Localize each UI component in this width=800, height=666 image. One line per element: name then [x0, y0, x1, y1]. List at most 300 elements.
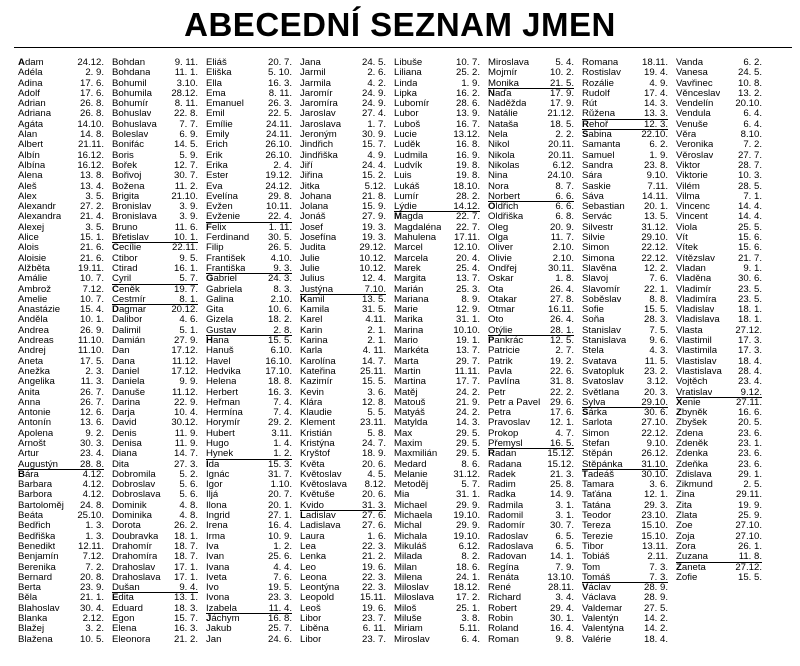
name-day-date: 6. 8.	[555, 211, 574, 223]
name-day-date: 11.12.	[172, 386, 198, 398]
name-day-date: 9. 5.	[179, 252, 198, 264]
name-text: Nikol	[488, 140, 510, 151]
name-day-date: 14. 3.	[455, 417, 480, 429]
name-day-date: 22. 3.	[361, 540, 386, 552]
name-text: Oldřiška	[488, 212, 524, 223]
name-text: Radmila	[488, 500, 524, 511]
name-text: Irma	[206, 531, 226, 542]
name-text: Antonie	[18, 408, 51, 419]
name-text: Dana	[112, 356, 135, 367]
name-day-date: 13.10.	[547, 571, 574, 583]
name-day-date: 2.12.	[82, 613, 104, 625]
name-day-date: 22. 2.	[549, 386, 574, 398]
name-text: Miloslava	[394, 593, 434, 604]
name-day-date: 18. 2.	[267, 314, 292, 326]
name-day-date: 9. 2.	[85, 427, 104, 439]
name-day-date: 25.11.	[360, 365, 386, 377]
name-day-date: 16. 3.	[267, 77, 292, 89]
name-text: Ludvík	[394, 160, 423, 171]
name-text: Valdemar	[582, 603, 623, 614]
name-text: Hugo	[206, 438, 229, 449]
name-text: Jonáš	[300, 212, 326, 223]
name-day-date: 15. 5.	[267, 335, 292, 347]
name-day-date: 15. 6.	[737, 242, 762, 254]
name-text: Herbert	[206, 387, 238, 398]
name-day-date: 6. 2.	[743, 58, 762, 68]
name-day-date: 30. 7.	[173, 170, 198, 182]
name-day-date: 29. 8.	[267, 190, 292, 202]
name-day-date: 26. 8.	[79, 98, 104, 110]
name-text: Erika	[206, 160, 228, 171]
name-text: Terezie	[582, 531, 613, 542]
name-day-date: 1. 11.	[268, 221, 292, 233]
name-day-date: 1. 8.	[555, 273, 574, 285]
name-day-date: 28.12.	[171, 87, 198, 99]
name-day-date: 6. 5.	[555, 540, 574, 552]
name-text: Dalimil	[112, 325, 141, 336]
name-text: Boleslav	[112, 130, 149, 141]
name-day-date: 26. 8.	[79, 108, 104, 120]
name-day-date: 16. 1.	[173, 262, 198, 274]
name-day-date: 15. 1.	[79, 232, 104, 244]
name-text: Hedvika	[206, 366, 241, 377]
name-text: Dan	[112, 346, 130, 357]
name-entry	[18, 274, 104, 284]
name-text: Simona	[582, 253, 615, 264]
name-text: Valérie	[582, 634, 612, 645]
name-day-date: 27. 1.	[267, 510, 292, 522]
name-day-date: 24.10.	[547, 170, 574, 182]
name-text: Zina	[676, 490, 695, 501]
name-day-date: 27. 3.	[173, 458, 198, 470]
name-day-date: 28.11.	[548, 582, 574, 594]
name-text: Běla	[18, 593, 38, 604]
name-day-date: 20.10.	[735, 98, 762, 110]
name-text: Slavoj	[582, 274, 609, 285]
name-day-date: 6.12.	[552, 159, 574, 171]
name-day-date: 10. 1.	[79, 314, 104, 326]
name-day-date: 26. 7.	[79, 386, 104, 398]
name-day-date: 10. 5.	[79, 633, 104, 645]
name-day-date: 7. 7.	[179, 118, 198, 130]
name-day-date: 2. 4.	[273, 159, 292, 171]
name-text: Božena	[112, 181, 145, 192]
name-day-date: 16. 3.	[267, 386, 292, 398]
name-day-date: 16. 8.	[455, 139, 480, 151]
name-text: Naďa	[488, 88, 512, 99]
name-text: Jana	[300, 58, 321, 68]
name-text: Tamara	[582, 480, 614, 491]
name-text: Vincent	[676, 212, 708, 223]
name-day-date: 8. 9.	[461, 293, 480, 305]
name-day-date: 30. 1.	[549, 613, 574, 625]
name-day-date: 24. 9.	[361, 87, 386, 99]
name-text: Lubomír	[394, 99, 430, 110]
name-day-date: 14. 8.	[79, 129, 104, 141]
name-text: Anna	[18, 397, 41, 408]
name-text: Ivona	[206, 593, 230, 604]
name-text: Matyáš	[394, 408, 425, 419]
name-day-date: 15.12.	[547, 458, 574, 470]
name-text: Eva	[206, 181, 223, 192]
name-day-date: 12.11.	[78, 540, 104, 552]
name-day-date: 27. 2.	[79, 201, 104, 213]
name-day-date: 5. 5.	[367, 407, 386, 419]
name-text: Zbyšek	[676, 418, 707, 429]
name-text: Julius	[300, 274, 325, 285]
name-day-date: 21.11.	[78, 139, 104, 151]
name-text: Magdaléna	[394, 222, 442, 233]
name-day-date: 13. 7.	[455, 345, 480, 357]
name-text: Mario	[394, 336, 418, 347]
name-entry	[488, 635, 574, 645]
name-text: Irena	[206, 521, 228, 532]
name-text: Daniel	[112, 366, 140, 377]
name-text: Věra	[676, 130, 697, 141]
name-text: Berta	[18, 583, 41, 594]
name-day-date: 10. 6.	[267, 304, 292, 316]
name-day-date: 1. 2.	[273, 540, 292, 552]
name-day-date: 7. 1.	[743, 190, 762, 202]
name-text: František	[206, 253, 246, 264]
name-text: Drahoslav	[112, 562, 156, 573]
name-text: Bohuslav	[112, 109, 152, 120]
name-day-date: 17. 6.	[79, 77, 104, 89]
name-text: Kateřina	[300, 366, 336, 377]
name-day-date: 19. 5.	[267, 582, 292, 594]
name-text: Bára	[18, 469, 39, 480]
name-day-date: 8.10.	[740, 129, 762, 141]
name-day-date: 9. 4.	[179, 582, 198, 594]
name-text: Bedřich	[18, 521, 51, 532]
name-day-date: 7. 2.	[743, 139, 762, 151]
name-day-date: 23.11.	[360, 417, 386, 429]
name-text: Luděk	[394, 140, 421, 151]
name-day-date: 28. 6.	[455, 98, 480, 110]
name-text: Čeněk	[112, 284, 140, 295]
name-day-date: 24. 2.	[455, 407, 480, 419]
name-text: Karel	[300, 315, 323, 326]
name-day-date: 15. 2.	[361, 170, 386, 182]
name-text: Dušan	[112, 583, 140, 593]
name-text: Ambrož	[18, 284, 52, 295]
name-text: Vladěna	[676, 274, 712, 285]
name-day-date: 29. 9.	[455, 499, 480, 511]
name-text: Aneta	[18, 356, 44, 367]
name-text: Eliška	[206, 68, 232, 79]
name-day-date: 14. 2.	[643, 613, 668, 625]
name-day-date: 18. 3.	[173, 602, 198, 614]
name-text: Julie	[300, 253, 320, 264]
name-day-date: 21. 8.	[361, 190, 386, 202]
name-day-date: 8. 6.	[461, 458, 480, 470]
name-day-date: 5. 9.	[179, 149, 198, 161]
name-day-date: 21. 6.	[79, 252, 104, 264]
name-day-date: 19. 8.	[455, 170, 480, 182]
name-day-date: 16. 9.	[455, 149, 480, 161]
name-text: Věroslav	[676, 150, 714, 161]
name-day-date: 17.11.	[454, 232, 480, 244]
name-day-date: 27.12.	[735, 561, 762, 573]
name-day-date: 3. 6.	[367, 386, 386, 398]
name-day-date: 29. 9.	[455, 520, 480, 532]
name-text: Nikola	[488, 150, 515, 161]
name-day-date: 27. 5.	[643, 602, 668, 614]
name-text: Sylva	[582, 397, 606, 408]
name-day-date: 23. 1.	[737, 437, 762, 449]
name-text: Adéla	[18, 68, 43, 79]
name-text: Vilém	[676, 181, 700, 192]
name-day-date: 20.12.	[171, 304, 198, 316]
name-day-date: 25. 4.	[455, 262, 480, 274]
name-entry	[206, 635, 292, 645]
name-entry	[300, 635, 386, 645]
name-text: Květoslav	[300, 469, 342, 480]
name-text: Alžběta	[18, 263, 50, 274]
name-day-date: 10. 7.	[79, 273, 104, 285]
name-day-date: 4. 8.	[179, 499, 198, 511]
name-text: Lucie	[394, 130, 417, 141]
name-text: Ema	[206, 88, 226, 99]
name-day-date: 10. 7.	[455, 58, 480, 68]
name-text: Elena	[112, 624, 137, 635]
name-text: Luboš	[394, 119, 421, 130]
name-text: Angelika	[18, 377, 55, 388]
name-text: Nela	[488, 130, 508, 141]
name-text: Kazimír	[300, 377, 333, 388]
name-text: Aleš	[18, 181, 37, 192]
name-text: Marek	[394, 263, 421, 274]
name-text: Barbara	[18, 480, 53, 491]
name-text: Renáta	[488, 572, 519, 583]
name-day-date: 24.12.	[265, 180, 292, 192]
name-text: Rostislav	[582, 68, 621, 79]
name-text: Svatopluk	[582, 366, 625, 377]
name-text: Oleg	[488, 222, 509, 233]
name-day-date: 22.12.	[641, 252, 668, 264]
name-text: Ludmila	[394, 150, 428, 161]
name-text: Luis	[394, 171, 412, 182]
name-day-date: 11. 9.	[174, 437, 198, 449]
name-text: Emílie	[206, 119, 233, 130]
name-day-date: 4. 7.	[555, 427, 574, 439]
name-day-date: 26. 1.	[737, 540, 762, 552]
name-day-date: 2. 2.	[555, 129, 574, 141]
name-day-date: 21. 2.	[361, 551, 386, 563]
name-text: Matouš	[394, 397, 426, 408]
name-day-date: 18. 7.	[173, 551, 198, 563]
name-entry	[112, 552, 198, 562]
name-day-date: 5. 6.	[179, 489, 198, 501]
name-day-date: 6. 9.	[179, 129, 198, 141]
name-text: Kryštof	[300, 449, 330, 460]
name-day-date: 20. 7.	[267, 58, 292, 68]
name-text: Bohumil	[112, 78, 147, 89]
name-text: David	[112, 418, 137, 429]
name-text: Radovan	[488, 552, 527, 563]
name-day-date: 1.10.	[270, 479, 292, 491]
name-entry	[394, 274, 480, 284]
name-text: Oliver	[488, 243, 514, 254]
name-day-date: 31.10.	[641, 458, 668, 470]
name-text: Bronislava	[112, 212, 157, 223]
name-day-date: 1. 3.	[85, 520, 104, 532]
name-day-date: 16. 5.	[549, 437, 574, 449]
name-text: Erik	[206, 150, 223, 161]
name-text: Bronislav	[112, 202, 152, 213]
name-day-date: 23. 6.	[737, 427, 762, 439]
name-text: Blažena	[18, 634, 53, 645]
name-text: Ivana	[206, 562, 230, 573]
name-text: Petr a Pavel	[488, 397, 541, 408]
name-day-date: 5.12.	[364, 180, 386, 192]
name-text: Laura	[300, 531, 325, 542]
name-day-date: 19.10.	[453, 510, 480, 522]
name-text: Zlata	[676, 511, 698, 522]
name-day-date: 7. 6.	[649, 273, 668, 285]
name-text: Ester	[206, 171, 229, 182]
name-text: Sebastian	[582, 202, 625, 213]
name-text: Melanie	[394, 469, 428, 480]
name-text: Žaneta	[676, 562, 706, 573]
name-text: Kamila	[300, 305, 330, 316]
name-text: Prokop	[488, 428, 519, 439]
name-day-date: 29. 7.	[455, 355, 480, 367]
name-text: Slavěna	[582, 263, 617, 274]
name-text: Dominika	[112, 511, 152, 522]
name-text: Lýdie	[394, 202, 417, 212]
name-text: Alexandr	[18, 202, 56, 213]
name-day-date: 5.11.	[459, 623, 480, 635]
name-text: Alexej	[18, 222, 45, 233]
name-day-date: 31. 3.	[361, 499, 386, 511]
name-day-date: 22. 9.	[173, 396, 198, 408]
name-day-date: 17. 9.	[549, 98, 574, 110]
name-text: Norbert	[488, 191, 520, 202]
name-day-date: 19.12.	[265, 170, 292, 182]
name-day-date: 12. 5.	[549, 335, 574, 347]
name-text: Bartoloměj	[18, 500, 64, 511]
name-text: Michal	[394, 521, 422, 532]
name-text: Jaroslava	[300, 119, 342, 130]
name-day-date: 11. 6.	[174, 221, 198, 233]
name-day-date: 22. 6.	[549, 365, 574, 377]
name-day-date: 23. 4.	[737, 376, 762, 388]
name-text: Max	[394, 428, 413, 439]
name-text: Drahomír	[112, 541, 152, 552]
name-entry	[112, 274, 198, 284]
name-day-date: 14.12.	[453, 201, 480, 213]
name-text: Rozálie	[582, 78, 614, 89]
name-day-date: 14. 2.	[643, 623, 668, 635]
name-text: Berenika	[18, 562, 56, 573]
name-text: Servác	[582, 212, 612, 223]
name-day-date: 8. 3.	[273, 283, 292, 295]
name-day-date: 2. 8.	[273, 324, 292, 336]
name-text: Margita	[394, 274, 426, 285]
name-text: Vítek	[676, 243, 698, 254]
name-day-date: 1. 3.	[85, 530, 104, 542]
name-text: Milan	[394, 562, 417, 573]
name-day-date: 2. 1.	[367, 324, 386, 336]
name-day-date: 13. 9.	[455, 108, 480, 120]
name-day-date: 26. 3.	[267, 98, 292, 110]
name-text: Blažej	[18, 624, 45, 635]
name-text: Marián	[394, 284, 424, 295]
name-day-date: 7. 9.	[555, 561, 574, 573]
name-day-date: 9. 9.	[179, 376, 198, 388]
name-text: Ota	[488, 284, 504, 295]
name-text: Viktor	[676, 160, 701, 171]
name-text: Filip	[206, 243, 224, 254]
name-text: Izabela	[206, 603, 237, 614]
name-text: Ida	[206, 459, 220, 470]
name-text: Albína	[18, 160, 46, 171]
name-text: Danuše	[112, 387, 146, 398]
name-entry	[206, 377, 292, 387]
name-text: Eleonora	[112, 634, 151, 645]
name-text: Tatána	[582, 500, 611, 511]
name-text: Radomír	[488, 521, 525, 532]
name-day-date: 11.12.	[172, 355, 198, 367]
name-day-date: 28. 4.	[737, 365, 762, 377]
name-text: Nina	[488, 171, 508, 182]
name-day-date: 23. 5.	[737, 283, 762, 295]
name-text: Bohuslava	[112, 119, 157, 130]
name-text: Jaromír	[300, 88, 333, 99]
name-day-date: 29. 5.	[455, 437, 480, 449]
name-text: Pavlína	[488, 377, 520, 388]
name-day-date: 3.12.	[646, 376, 668, 388]
name-text: Anastázie	[18, 305, 61, 316]
name-text: Martin	[394, 366, 421, 377]
name-day-date: 3. 9.	[179, 201, 198, 213]
name-text: Michaela	[394, 511, 433, 522]
name-text: Radoslav	[488, 531, 528, 542]
name-day-date: 3. 5.	[85, 221, 104, 233]
name-text: Kristián	[300, 428, 332, 439]
name-day-date: 22. 4.	[267, 211, 292, 223]
name-text: Jindřiška	[300, 150, 338, 161]
name-text: Matylda	[394, 418, 428, 429]
name-text: Světlana	[582, 387, 620, 398]
name-day-date: 4.12.	[82, 489, 104, 501]
name-text: Ladislava	[300, 521, 341, 532]
name-column	[676, 58, 762, 645]
name-day-date: 11. 4.	[268, 602, 292, 614]
name-day-date: 21.10.	[171, 190, 198, 202]
name-day-date: 2.10.	[552, 242, 574, 254]
name-day-date: 9. 3.	[273, 262, 292, 274]
name-text: Františka	[206, 263, 246, 274]
name-text: Jiří	[300, 160, 313, 171]
name-text: Dobroslava	[112, 490, 161, 501]
name-text: Bernard	[18, 572, 53, 583]
name-text: Leo	[300, 562, 317, 573]
name-day-date: 29. 4.	[549, 602, 574, 614]
name-day-date: 14. 7.	[361, 355, 386, 367]
name-text: Oto	[488, 315, 504, 326]
name-day-date: 10. 9.	[267, 530, 292, 542]
name-day-date: 20. 5.	[737, 417, 762, 429]
name-text: Tadeáš	[582, 469, 615, 480]
name-day-date: 21. 1.	[79, 592, 104, 604]
name-text: Klára	[300, 397, 323, 408]
name-day-date: 17. 1.	[173, 561, 198, 573]
name-text: Liliana	[394, 68, 422, 79]
name-text: Radana	[488, 459, 522, 470]
name-day-date: 20. 1.	[643, 201, 668, 213]
